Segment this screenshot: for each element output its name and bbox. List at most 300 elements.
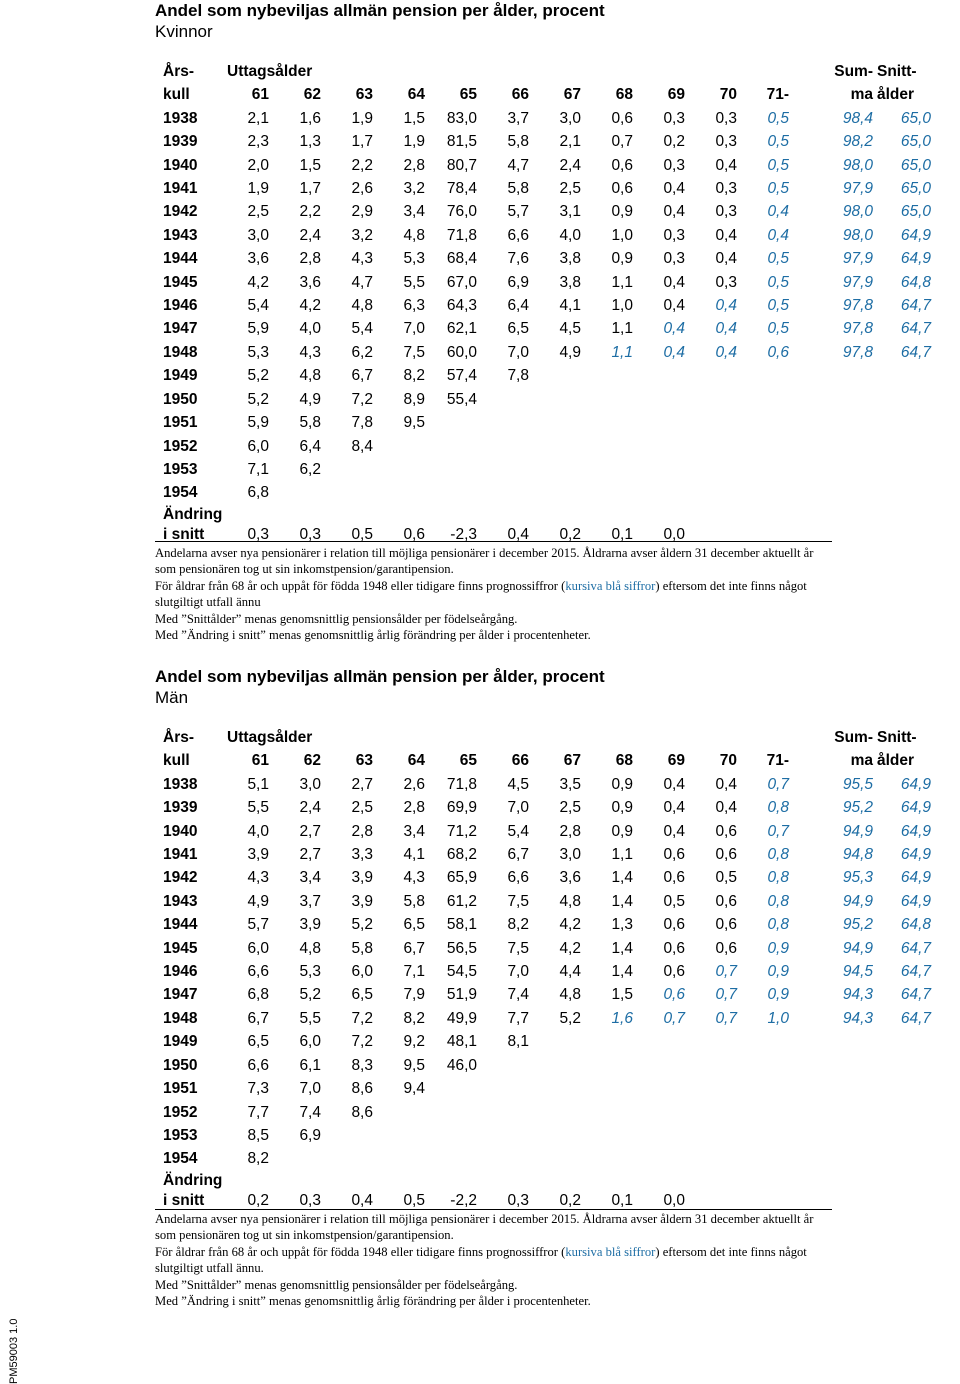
table-row [155, 317, 931, 340]
table-cell: 1,7 [299, 180, 321, 198]
sum-cell: 98,2 [842, 133, 873, 151]
age-header: 63 [355, 86, 373, 104]
table-cell: 5,9 [247, 320, 269, 338]
table-cell: 3,5 [559, 775, 581, 793]
table-cell: 0,4 [715, 250, 737, 268]
sum-cell: 97,9 [842, 180, 873, 198]
table-cell [477, 1147, 529, 1170]
sum-cell [789, 435, 873, 458]
table-cell: 6,9 [507, 273, 529, 291]
table-cell: 5,3 [299, 963, 321, 981]
table-cell [477, 1054, 529, 1077]
table-cell: 6,7 [403, 939, 425, 957]
column-header: ålder [877, 752, 915, 770]
table-cell [477, 481, 529, 504]
snitt-cell [873, 388, 931, 411]
note-line: För åldrar från 68 år och uppåt för födda 1948 eller tidigare finns prognossiffror (kursiva blå siffror) eftersom det inte finns något slutgiltigt utfall ännu. [155, 1244, 807, 1276]
table-cell: 0,6 [663, 986, 685, 1004]
table-cell: 4,5 [559, 320, 581, 338]
table-cell: 0,6 [715, 916, 737, 934]
table-cell [581, 481, 633, 504]
sum-cell [789, 1147, 873, 1170]
age-header: 64 [407, 86, 425, 104]
snitt-cell [873, 1030, 931, 1053]
table-cell: 58,1 [446, 916, 477, 934]
table-cell: 0,3 [715, 133, 737, 151]
section-man [155, 666, 955, 1309]
snitt-cell: 64,9 [900, 846, 931, 864]
table-cell [425, 435, 477, 458]
table-cell [425, 481, 477, 504]
table-cell [737, 1077, 789, 1100]
table-cell [425, 458, 477, 481]
table-cell: 55,4 [446, 390, 477, 408]
table-cell: 5,2 [299, 986, 321, 1004]
table-cell: 1,3 [611, 916, 633, 934]
row-year: 1945 [163, 273, 198, 291]
table-cell: 2,1 [559, 133, 581, 151]
table-cell: 4,4 [559, 963, 581, 981]
table-cell: 3,4 [403, 203, 425, 221]
snitt-cell: 64,7 [900, 963, 931, 981]
table-cell [269, 1147, 321, 1170]
table-cell: 3,2 [351, 226, 373, 244]
sum-cell [789, 411, 873, 434]
table-cell: 4,0 [247, 822, 269, 840]
snitt-cell [873, 1054, 931, 1077]
table-cell: 2,8 [351, 822, 373, 840]
table-cell: 7,6 [507, 250, 529, 268]
sum-cell: 94,5 [842, 963, 873, 981]
table-cell: 0,9 [767, 963, 789, 981]
change-cell: 0,5 [403, 1191, 425, 1209]
table-cell: 0,9 [767, 939, 789, 957]
table-cell [633, 1147, 685, 1170]
table-cell: 8,4 [351, 437, 373, 455]
table-cell: 60,0 [446, 343, 477, 361]
table-cell: 1,4 [611, 939, 633, 957]
table-cell: 2,4 [559, 156, 581, 174]
table-cell: 69,9 [446, 799, 477, 817]
table-cell: 0,4 [663, 320, 685, 338]
table-cell: 6,7 [247, 1009, 269, 1027]
document-id-label: PM59003 1.0 [8, 1318, 20, 1384]
row-year: 1938 [163, 775, 198, 793]
table-cell: 0,4 [715, 320, 737, 338]
table-cell: 6,7 [507, 846, 529, 864]
age-header: 65 [459, 86, 477, 104]
table-cell: 1,0 [767, 1009, 789, 1027]
age-header: 62 [303, 86, 321, 104]
table-cell: 0,4 [663, 799, 685, 817]
table-row [155, 107, 931, 130]
table-cell: 0,4 [715, 226, 737, 244]
table-cell: 4,8 [559, 892, 581, 910]
table-cell: 6,0 [299, 1033, 321, 1051]
title-text: Andel som nybeviljas allmän pension per ålder, procent [155, 1, 605, 20]
snitt-cell [873, 1101, 931, 1124]
row-year: 1949 [163, 1033, 198, 1051]
change-row [155, 1171, 931, 1190]
table-cell: 5,5 [299, 1009, 321, 1027]
table-cell: 0,9 [611, 775, 633, 793]
table-cell: 4,8 [299, 367, 321, 385]
row-year: 1954 [163, 1150, 198, 1168]
table-cell: 0,6 [715, 939, 737, 957]
table-cell: 1,5 [611, 986, 633, 1004]
table-cell: 6,9 [299, 1126, 321, 1144]
table-cell: 4,7 [507, 156, 529, 174]
table-cell: 4,2 [299, 297, 321, 315]
age-header: 66 [511, 86, 529, 104]
table-cell: 4,2 [559, 916, 581, 934]
row-year: 1944 [163, 916, 198, 934]
table-cell: 0,3 [715, 273, 737, 291]
table-row [155, 820, 931, 843]
table-cell [737, 411, 789, 434]
table-cell: 0,6 [663, 846, 685, 864]
table-cell: 3,9 [299, 916, 321, 934]
table-cell [529, 481, 581, 504]
table-cell: 0,8 [767, 799, 789, 817]
table-cell: 5,1 [247, 775, 269, 793]
table-cell [529, 1147, 581, 1170]
table-cell [529, 1124, 581, 1147]
table-cell [529, 1054, 581, 1077]
row-year: 1949 [163, 367, 198, 385]
table-row [155, 960, 931, 983]
table-row [155, 796, 931, 819]
table-cell: 4,9 [559, 343, 581, 361]
change-cell: 0,4 [351, 1191, 373, 1209]
table-cell [529, 1077, 581, 1100]
change-label: i snitt [163, 1191, 205, 1209]
table-cell: 6,8 [247, 986, 269, 1004]
table-cell [685, 481, 737, 504]
table-cell: 5,8 [403, 892, 425, 910]
table-cell [633, 1030, 685, 1053]
table-row [155, 271, 931, 294]
table-row [155, 411, 931, 434]
table-cell: 0,5 [767, 297, 789, 315]
table-cell: 1,1 [611, 343, 633, 361]
table-cell: 1,3 [299, 133, 321, 151]
table-cell [529, 388, 581, 411]
table-cell [425, 411, 477, 434]
snitt-cell [873, 1147, 931, 1170]
snitt-cell: 64,8 [900, 916, 931, 934]
table-cell: 0,7 [715, 986, 737, 1004]
sum-cell: 94,9 [842, 939, 873, 957]
age-header: 64 [407, 752, 425, 770]
table-cell: 0,5 [767, 109, 789, 127]
row-year: 1940 [163, 822, 198, 840]
table-row [155, 177, 931, 200]
table-cell: 0,6 [611, 156, 633, 174]
note-line: Med ”Snittålder” menas genomsnittlig pensionsålder per födelseårgång. [155, 1277, 518, 1292]
table-cell: 1,0 [611, 226, 633, 244]
table-cell: 8,3 [351, 1056, 373, 1074]
pension-table [155, 726, 931, 1211]
table-cell: 6,4 [507, 297, 529, 315]
table-cell: 4,3 [299, 343, 321, 361]
table-cell: 80,7 [446, 156, 477, 174]
snitt-cell: 64,9 [900, 799, 931, 817]
table-cell: 3,9 [247, 846, 269, 864]
table-cell [581, 411, 633, 434]
table-cell: 0,7 [663, 1009, 685, 1027]
table-row [155, 890, 931, 913]
table-cell: 1,1 [611, 846, 633, 864]
sum-cell: 97,9 [842, 273, 873, 291]
table-cell: 1,1 [611, 273, 633, 291]
table-cell: 0,9 [611, 203, 633, 221]
change-cell: 0,1 [611, 1191, 633, 1209]
table-cell: 0,4 [715, 775, 737, 793]
sum-cell: 98,0 [842, 203, 873, 221]
note-line: Andelarna avser nya pensionärer i relation till möjliga pensionärer i december 2015. Åldrarna avser åldern 31 december aktuellt år som pensionären tog ut sin inkomstpension/garantipension. [155, 546, 814, 577]
table-cell: 3,3 [351, 846, 373, 864]
sum-cell: 98,4 [842, 109, 873, 127]
table-cell [581, 1077, 633, 1100]
table-row [155, 130, 931, 153]
table-cell: 1,6 [611, 1009, 633, 1027]
table-cell [425, 1147, 477, 1170]
table-cell [737, 1101, 789, 1124]
table-cell: 54,5 [446, 963, 477, 981]
table-cell [685, 411, 737, 434]
table-cell [529, 435, 581, 458]
snitt-cell [873, 411, 931, 434]
table-cell: 8,1 [507, 1033, 529, 1051]
row-year: 1948 [163, 1009, 198, 1027]
table-cell: 2,5 [351, 799, 373, 817]
table-cell [633, 435, 685, 458]
row-year: 1951 [163, 1080, 198, 1098]
table-row [155, 866, 931, 889]
table-row [155, 1077, 931, 1100]
sum-cell: 97,8 [842, 297, 873, 315]
table-cell [737, 1147, 789, 1170]
table-cell [477, 411, 529, 434]
age-header: 71- [766, 86, 789, 104]
table-cell: 6,5 [507, 320, 529, 338]
table-cell: 4,9 [247, 892, 269, 910]
table-cell: 0,4 [767, 203, 789, 221]
table-row [155, 481, 931, 504]
table-cell: 6,6 [507, 869, 529, 887]
table-cell: 1,1 [611, 320, 633, 338]
column-header: ålder [877, 86, 915, 104]
snitt-cell: 65,0 [900, 133, 931, 151]
subtitle-text: Män [155, 688, 189, 707]
table-row [155, 458, 931, 481]
change-cell: 0,6 [403, 525, 425, 543]
table-cell: 6,8 [247, 484, 269, 502]
row-year: 1938 [163, 109, 198, 127]
table-cell: 0,9 [611, 250, 633, 268]
table-cell: 8,2 [507, 916, 529, 934]
table-cell: 4,2 [559, 939, 581, 957]
pension-table [155, 60, 931, 545]
table-cell: 0,7 [767, 775, 789, 793]
change-cell: 0,4 [507, 525, 529, 543]
table-cell: 1,4 [611, 963, 633, 981]
row-year: 1952 [163, 1103, 198, 1121]
table-cell [321, 1147, 373, 1170]
snitt-cell [873, 481, 931, 504]
table-cell [685, 1054, 737, 1077]
table-cell: 3,7 [507, 109, 529, 127]
table-cell: 1,9 [403, 133, 425, 151]
table-cell [581, 458, 633, 481]
row-year: 1952 [163, 437, 198, 455]
table-cell: 7,4 [507, 986, 529, 1004]
table-cell: 3,4 [299, 869, 321, 887]
table-cell [321, 1124, 373, 1147]
table-cell [425, 1124, 477, 1147]
age-header: 70 [719, 86, 737, 104]
table-cell: 6,4 [299, 437, 321, 455]
table-cell: 7,2 [351, 390, 373, 408]
table-cell: 0,3 [715, 109, 737, 127]
table-cell: 0,8 [767, 892, 789, 910]
table-cell: 0,3 [663, 250, 685, 268]
table-cell [581, 388, 633, 411]
table-cell: 0,9 [611, 822, 633, 840]
table-cell: 3,6 [247, 250, 269, 268]
table-cell [581, 364, 633, 387]
table-cell: 2,5 [247, 203, 269, 221]
table-row [155, 937, 931, 960]
table-cell: 5,2 [247, 367, 269, 385]
row-year: 1941 [163, 846, 198, 864]
column-header: Uttagsålder [227, 63, 313, 80]
notes [155, 1211, 835, 1309]
sum-cell [789, 1030, 873, 1053]
row-year: 1939 [163, 133, 198, 151]
table-cell: 0,6 [611, 109, 633, 127]
table-cell: 1,4 [611, 869, 633, 887]
table-row [155, 364, 931, 387]
snitt-cell: 65,0 [900, 156, 931, 174]
row-year: 1942 [163, 869, 198, 887]
table-cell: 0,6 [715, 892, 737, 910]
table-cell: 5,5 [247, 799, 269, 817]
table-cell: 83,0 [446, 109, 477, 127]
table-cell: 2,1 [247, 109, 269, 127]
table-cell: 68,4 [446, 250, 477, 268]
table-cell: 6,5 [403, 916, 425, 934]
table-cell: 7,0 [507, 343, 529, 361]
change-cell [737, 1190, 789, 1211]
sum-cell: 95,2 [842, 916, 873, 934]
sum-cell [789, 1077, 873, 1100]
table-cell [737, 364, 789, 387]
table-cell: 0,5 [767, 180, 789, 198]
table-cell: 5,8 [351, 939, 373, 957]
table-cell [633, 458, 685, 481]
table-cell: 9,2 [403, 1033, 425, 1051]
table-cell [373, 1124, 425, 1147]
table-cell: 64,3 [446, 297, 477, 315]
sum-cell: 95,3 [842, 869, 873, 887]
table-row [155, 1124, 931, 1147]
table-cell: 76,0 [446, 203, 477, 221]
table-cell: 6,0 [351, 963, 373, 981]
table-cell: 8,2 [247, 1150, 269, 1168]
sum-cell [789, 364, 873, 387]
table-cell [633, 1101, 685, 1124]
table-cell: 2,8 [403, 799, 425, 817]
table-cell: 2,5 [559, 799, 581, 817]
table-cell: 0,3 [715, 203, 737, 221]
change-label: Ändring [163, 505, 223, 523]
table-cell: 0,5 [767, 156, 789, 174]
table-cell: 61,2 [446, 892, 477, 910]
table-row [155, 247, 931, 270]
row-year: 1950 [163, 390, 198, 408]
table-cell: 4,0 [559, 226, 581, 244]
change-label: Ändring [163, 1171, 223, 1189]
change-row [155, 505, 931, 524]
table-cell [477, 435, 529, 458]
sum-cell: 94,3 [842, 1009, 873, 1027]
table-cell: 0,4 [663, 775, 685, 793]
row-year: 1939 [163, 799, 198, 817]
table-cell: 9,5 [403, 1056, 425, 1074]
column-header: Snitt- [877, 729, 917, 746]
table-cell: 0,5 [767, 250, 789, 268]
table-cell: 0,4 [715, 343, 737, 361]
table-cell: 5,8 [507, 180, 529, 198]
table-cell: 0,4 [663, 273, 685, 291]
snitt-cell: 64,7 [900, 1009, 931, 1027]
table-cell: 4,8 [403, 226, 425, 244]
table-cell: 0,7 [715, 1009, 737, 1027]
table-cell: 4,1 [559, 297, 581, 315]
snitt-cell: 65,0 [900, 180, 931, 198]
table-cell [581, 1030, 633, 1053]
change-label: i snitt [163, 525, 205, 543]
snitt-cell [873, 1124, 931, 1147]
table-cell: 0,4 [663, 343, 685, 361]
table-cell: 5,7 [247, 916, 269, 934]
column-header: Uttagsålder [227, 729, 313, 746]
row-year: 1942 [163, 203, 198, 221]
table-cell: 5,2 [559, 1009, 581, 1027]
notes [155, 545, 835, 643]
table-cell: 3,2 [403, 180, 425, 198]
table-cell: 5,3 [403, 250, 425, 268]
table-cell: 0,3 [663, 226, 685, 244]
table-cell [581, 1124, 633, 1147]
snitt-cell: 64,7 [900, 297, 931, 315]
change-cell: 0,3 [247, 525, 269, 543]
table-cell [425, 1077, 477, 1100]
sum-cell: 97,8 [842, 343, 873, 361]
table-cell: 1,9 [247, 180, 269, 198]
row-year: 1951 [163, 414, 198, 432]
row-year: 1943 [163, 226, 198, 244]
sum-cell: 94,8 [842, 846, 873, 864]
table-cell: 2,7 [351, 775, 373, 793]
table-cell: 0,5 [663, 892, 685, 910]
column-header: Års- [163, 63, 195, 80]
table-cell: 0,8 [767, 869, 789, 887]
table-cell: 2,2 [299, 203, 321, 221]
table-cell: 7,2 [351, 1009, 373, 1027]
